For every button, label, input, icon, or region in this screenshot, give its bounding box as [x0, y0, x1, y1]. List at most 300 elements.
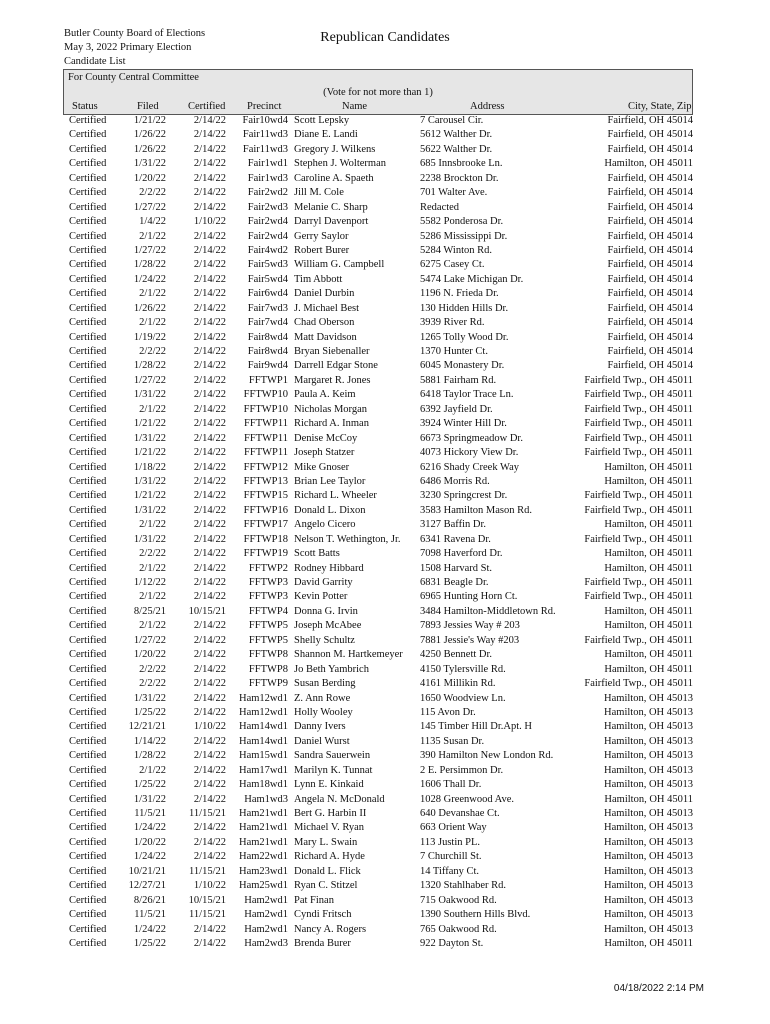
certified-date-cell: 11/15/21 [189, 808, 226, 819]
certified-date-cell: 2/14/22 [193, 331, 226, 343]
address-cell: 5582 Ponderosa Dr. [420, 216, 504, 228]
address-cell: 3583 Hamilton Mason Rd. [420, 504, 532, 516]
candidate-name-cell: Danny Ivers [294, 721, 346, 733]
status-cell: Certified [69, 259, 107, 271]
city-state-zip-cell: Fairfield, OH 45014 [607, 317, 693, 329]
filed-date-cell: 1/20/22 [133, 172, 166, 184]
candidate-name-cell: Gregory J. Wilkens [294, 143, 376, 155]
table-row [64, 273, 694, 287]
candidate-name-cell: Angelo Cicero [294, 519, 356, 531]
candidate-name-cell: Scott Batts [294, 548, 340, 560]
candidate-name-cell: Caroline A. Spaeth [294, 172, 374, 184]
status-cell: Certified [69, 577, 107, 588]
status-cell: Certified [69, 230, 107, 242]
address-cell: 4150 Tylersville Rd. [420, 663, 506, 675]
status-cell: Certified [69, 447, 107, 459]
filed-date-cell: 1/28/22 [133, 750, 166, 762]
filed-date-cell: 1/31/22 [133, 504, 166, 516]
precinct-cell: Ham15wd1 [239, 750, 288, 762]
precinct-cell: FFTWP4 [248, 605, 288, 617]
status-cell: Certified [69, 158, 107, 170]
table-row [64, 547, 694, 561]
address-cell: 3127 Baffin Dr. [420, 519, 487, 531]
city-state-zip-cell: Hamilton, OH 45013 [604, 894, 693, 906]
filed-date-cell: 2/1/22 [139, 562, 166, 574]
status-cell: Certified [69, 836, 107, 848]
certified-date-cell: 2/14/22 [193, 504, 226, 516]
candidate-name-cell: Richard A. Hyde [294, 851, 365, 863]
filed-date-cell: 1/14/22 [133, 735, 166, 747]
status-cell: Certified [69, 822, 107, 834]
address-cell: 1135 Susan Dr. [420, 735, 485, 747]
address-cell: 5286 Mississippi Dr. [420, 230, 508, 242]
precinct-cell: FFTWP9 [248, 678, 288, 690]
city-state-zip-cell: Hamilton, OH 45011 [604, 475, 693, 487]
address-cell: 7 Churchill St. [420, 851, 482, 863]
certified-date-cell: 2/14/22 [193, 562, 226, 574]
candidate-name-cell: Denise McCoy [294, 432, 358, 444]
precinct-cell: Fair10wd4 [242, 115, 288, 126]
city-state-zip-cell: Hamilton, OH 45013 [604, 865, 693, 877]
table-row [64, 677, 694, 691]
status-cell: Certified [69, 403, 107, 415]
precinct-cell: Ham2wd1 [244, 909, 288, 921]
candidate-name-cell: Richard A. Inman [294, 418, 369, 430]
candidate-name-cell: Angela N. McDonald [294, 793, 385, 805]
table-row [64, 533, 694, 547]
filed-date-cell: 1/31/22 [133, 158, 166, 170]
status-cell: Certified [69, 432, 107, 444]
address-cell: 5284 Winton Rd. [420, 244, 493, 256]
status-cell: Certified [69, 273, 107, 285]
filed-date-cell: 1/28/22 [133, 360, 166, 372]
candidate-name-cell: Joseph McAbee [294, 620, 362, 632]
certified-date-cell: 2/14/22 [193, 937, 226, 949]
table-row [64, 706, 694, 720]
table-row [64, 764, 694, 778]
address-cell: 5881 Fairham Rd. [420, 374, 497, 386]
precinct-cell: Fair7wd4 [247, 317, 288, 329]
city-state-zip-cell: Fairfield, OH 45014 [607, 273, 693, 285]
candidate-name-cell: Margaret R. Jones [294, 374, 371, 386]
candidate-name-cell: Lynn E. Kinkaid [294, 779, 364, 791]
address-cell: 7881 Jessie's Way #203 [420, 634, 520, 646]
filed-date-cell: 11/5/21 [134, 808, 166, 819]
city-state-zip-cell: Hamilton, OH 45013 [604, 880, 693, 892]
certified-date-cell: 2/14/22 [193, 836, 226, 848]
precinct-cell: Ham21wd1 [239, 808, 288, 819]
filed-date-cell: 1/26/22 [133, 302, 166, 314]
status-cell: Certified [69, 706, 107, 718]
precinct-cell: FFTWP10 [243, 389, 288, 401]
precinct-cell: FFTWP11 [244, 418, 288, 430]
address-cell: 130 Hidden Hills Dr. [420, 302, 509, 314]
city-state-zip-cell: Hamilton, OH 45013 [604, 750, 693, 762]
candidate-name-cell: Bryan Siebenaller [294, 346, 370, 357]
election-name: May 3, 2022 Primary Election [64, 42, 192, 53]
certified-date-cell: 1/10/22 [193, 880, 226, 892]
table-row [64, 692, 694, 706]
table-row [64, 186, 694, 200]
table-row [64, 821, 694, 835]
precinct-cell: Fair2wd2 [247, 187, 288, 199]
candidate-name-cell: Rodney Hibbard [294, 562, 364, 574]
table-row [64, 446, 694, 460]
address-cell: 6275 Casey Ct. [420, 259, 485, 271]
table-row [64, 605, 694, 619]
candidate-name-cell: Melanie C. Sharp [294, 201, 368, 213]
filed-date-cell: 2/1/22 [139, 288, 166, 300]
status-cell: Certified [69, 302, 107, 314]
city-state-zip-cell: Fairfield, OH 45014 [607, 331, 693, 343]
city-state-zip-cell: Fairfield Twp., OH 45011 [584, 389, 693, 401]
certified-date-cell: 2/14/22 [193, 678, 226, 690]
certified-date-cell: 10/15/21 [188, 894, 226, 906]
precinct-cell: Ham14wd1 [239, 721, 288, 733]
precinct-cell: Fair8wd4 [247, 346, 288, 357]
table-row [64, 432, 694, 446]
filed-date-cell: 8/26/21 [133, 894, 166, 906]
address-cell: 3230 Springcrest Dr. [420, 490, 508, 502]
filed-date-cell: 1/31/22 [133, 475, 166, 487]
precinct-cell: Fair5wd4 [247, 273, 288, 285]
address-cell: 6045 Monastery Dr. [420, 360, 505, 372]
column-header-filed: Filed [137, 101, 159, 112]
table-row [64, 865, 694, 879]
table-row [64, 258, 694, 272]
filed-date-cell: 1/12/22 [133, 577, 166, 588]
candidate-name-cell: Susan Berding [294, 678, 356, 690]
candidate-name-cell: Donald L. Flick [294, 865, 361, 877]
certified-date-cell: 2/14/22 [193, 374, 226, 386]
city-state-zip-cell: Fairfield, OH 45014 [607, 201, 693, 213]
column-header-name: Name [342, 101, 368, 112]
certified-date-cell: 2/14/22 [193, 432, 226, 444]
status-cell: Certified [69, 115, 107, 126]
filed-date-cell: 2/1/22 [139, 591, 166, 603]
address-cell: 4073 Hickory View Dr. [420, 447, 519, 459]
table-row [64, 215, 694, 229]
candidate-name-cell: Nelson T. Wethington, Jr. [294, 533, 401, 545]
address-cell: 1390 Southern Hills Blvd. [420, 909, 531, 921]
candidate-table [64, 114, 694, 951]
status-cell: Certified [69, 317, 107, 329]
certified-date-cell: 11/15/21 [189, 909, 226, 921]
city-state-zip-cell: Fairfield Twp., OH 45011 [584, 577, 693, 588]
candidate-name-cell: Diane E. Landi [294, 129, 358, 141]
table-row [64, 388, 694, 402]
filed-date-cell: 2/1/22 [139, 764, 166, 776]
city-state-zip-cell: Hamilton, OH 45013 [604, 909, 693, 921]
candidate-name-cell: Ryan C. Stitzel [294, 880, 358, 892]
filed-date-cell: 1/25/22 [133, 706, 166, 718]
precinct-cell: Ham21wd1 [239, 822, 288, 834]
status-cell: Certified [69, 793, 107, 805]
city-state-zip-cell: Fairfield, OH 45014 [607, 360, 693, 372]
city-state-zip-cell: Hamilton, OH 45011 [604, 937, 693, 949]
status-cell: Certified [69, 490, 107, 502]
status-cell: Certified [69, 360, 107, 372]
certified-date-cell: 2/14/22 [193, 129, 226, 141]
address-cell: 5474 Lake Michigan Dr. [420, 273, 524, 285]
candidate-name-cell: Paula A. Keim [294, 389, 356, 401]
certified-date-cell: 2/14/22 [193, 302, 226, 314]
certified-date-cell: 2/14/22 [193, 706, 226, 718]
filed-date-cell: 2/1/22 [139, 317, 166, 329]
filed-date-cell: 1/26/22 [133, 143, 166, 155]
address-cell: 1650 Woodview Ln. [420, 692, 506, 704]
status-cell: Certified [69, 172, 107, 184]
column-header-precinct: Precinct [247, 101, 282, 112]
precinct-cell: FFTWP17 [243, 519, 288, 531]
precinct-cell: Ham2wd1 [244, 923, 288, 935]
certified-date-cell: 2/14/22 [193, 533, 226, 545]
status-cell: Certified [69, 721, 107, 733]
precinct-cell: Ham18wd1 [239, 779, 288, 791]
city-state-zip-cell: Fairfield, OH 45014 [607, 230, 693, 242]
certified-date-cell: 2/14/22 [193, 634, 226, 646]
candidate-name-cell: Brian Lee Taylor [294, 475, 366, 487]
certified-date-cell: 11/15/21 [189, 865, 226, 877]
status-cell: Certified [69, 605, 107, 617]
city-state-zip-cell: Fairfield, OH 45014 [607, 288, 693, 300]
filed-date-cell: 11/5/21 [134, 909, 166, 921]
table-row [64, 230, 694, 244]
precinct-cell: FFTWP15 [243, 490, 288, 502]
precinct-cell: FFTWP2 [248, 562, 288, 574]
certified-date-cell: 2/14/22 [193, 779, 226, 791]
filed-date-cell: 1/18/22 [133, 461, 166, 473]
table-row [64, 201, 694, 215]
city-state-zip-cell: Fairfield, OH 45014 [607, 346, 693, 357]
certified-date-cell: 2/14/22 [193, 591, 226, 603]
address-cell: 3484 Hamilton-Middletown Rd. [420, 605, 556, 617]
address-cell: 4161 Millikin Rd. [420, 678, 496, 690]
address-cell: 6418 Taylor Trace Ln. [420, 389, 514, 401]
status-cell: Certified [69, 519, 107, 531]
precinct-cell: FFTWP8 [248, 649, 288, 661]
filed-date-cell: 10/21/21 [128, 865, 166, 877]
candidate-name-cell: Jill M. Cole [294, 187, 344, 199]
candidate-name-cell: William G. Campbell [294, 259, 385, 271]
status-cell: Certified [69, 808, 107, 819]
filed-date-cell: 2/2/22 [139, 346, 166, 357]
address-cell: 701 Walter Ave. [420, 187, 488, 199]
address-cell: 715 Oakwood Rd. [420, 894, 497, 906]
status-cell: Certified [69, 201, 107, 213]
candidate-name-cell: Darryl Davenport [294, 216, 369, 228]
table-row [64, 417, 694, 431]
city-state-zip-cell: Hamilton, OH 45011 [604, 793, 693, 805]
address-cell: 4250 Bennett Dr. [420, 649, 493, 661]
city-state-zip-cell: Hamilton, OH 45011 [604, 461, 693, 473]
status-cell: Certified [69, 374, 107, 386]
status-cell: Certified [69, 937, 107, 949]
certified-date-cell: 2/14/22 [193, 519, 226, 531]
status-cell: Certified [69, 418, 107, 430]
status-cell: Certified [69, 880, 107, 892]
filed-date-cell: 2/1/22 [139, 519, 166, 531]
certified-date-cell: 2/14/22 [193, 764, 226, 776]
precinct-cell: Fair6wd4 [247, 288, 288, 300]
filed-date-cell: 1/27/22 [133, 244, 166, 256]
filed-date-cell: 2/2/22 [139, 663, 166, 675]
table-row [64, 114, 694, 128]
city-state-zip-cell: Hamilton, OH 45013 [604, 822, 693, 834]
certified-date-cell: 2/14/22 [193, 317, 226, 329]
city-state-zip-cell: Fairfield, OH 45014 [607, 187, 693, 199]
certified-date-cell: 2/14/22 [193, 851, 226, 863]
column-header-status: Status [72, 101, 98, 112]
precinct-cell: FFTWP19 [243, 548, 288, 560]
city-state-zip-cell: Hamilton, OH 45011 [604, 663, 693, 675]
certified-date-cell: 2/14/22 [193, 172, 226, 184]
address-cell: 5622 Walther Dr. [420, 143, 493, 155]
candidate-name-cell: Darrell Edgar Stone [294, 360, 378, 372]
certified-date-cell: 2/14/22 [193, 475, 226, 487]
table-row [64, 475, 694, 489]
table-row [64, 937, 694, 951]
status-cell: Certified [69, 346, 107, 357]
city-state-zip-cell: Fairfield Twp., OH 45011 [584, 418, 693, 430]
precinct-cell: FFTWP3 [248, 577, 288, 588]
city-state-zip-cell: Fairfield Twp., OH 45011 [584, 447, 693, 459]
certified-date-cell: 2/14/22 [193, 158, 226, 170]
precinct-cell: FFTWP11 [244, 447, 288, 459]
city-state-zip-cell: Hamilton, OH 45011 [604, 620, 693, 632]
precinct-cell: Ham1wd3 [244, 793, 288, 805]
certified-date-cell: 2/14/22 [193, 346, 226, 357]
city-state-zip-cell: Fairfield, OH 45014 [607, 216, 693, 228]
city-state-zip-cell: Hamilton, OH 45013 [604, 692, 693, 704]
city-state-zip-cell: Hamilton, OH 45011 [604, 562, 693, 574]
precinct-cell: FFTWP10 [243, 403, 288, 415]
status-cell: Certified [69, 649, 107, 661]
table-row [64, 157, 694, 171]
city-state-zip-cell: Hamilton, OH 45013 [604, 779, 693, 791]
status-cell: Certified [69, 909, 107, 921]
candidate-name-cell: Donald L. Dixon [294, 504, 366, 516]
certified-date-cell: 2/14/22 [193, 663, 226, 675]
candidate-name-cell: Brenda Burer [294, 937, 351, 949]
status-cell: Certified [69, 244, 107, 256]
precinct-cell: Fair2wd3 [247, 201, 288, 213]
candidate-name-cell: Shelly Schultz [294, 634, 355, 646]
city-state-zip-cell: Fairfield Twp., OH 45011 [584, 374, 693, 386]
certified-date-cell: 2/14/22 [193, 389, 226, 401]
city-state-zip-cell: Fairfield Twp., OH 45011 [584, 634, 693, 646]
filed-date-cell: 8/25/21 [133, 605, 166, 617]
candidate-name-cell: David Garrity [294, 577, 353, 588]
candidate-name-cell: Richard L. Wheeler [294, 490, 377, 502]
table-row [64, 807, 694, 821]
status-cell: Certified [69, 389, 107, 401]
precinct-cell: FFTWP16 [243, 504, 288, 516]
certified-date-cell: 2/14/22 [193, 244, 226, 256]
certified-date-cell: 2/14/22 [193, 143, 226, 155]
city-state-zip-cell: Hamilton, OH 45013 [604, 923, 693, 935]
certified-date-cell: 2/14/22 [193, 649, 226, 661]
address-cell: 1606 Thall Dr. [420, 779, 482, 791]
table-row [64, 634, 694, 648]
certified-date-cell: 2/14/22 [193, 187, 226, 199]
city-state-zip-cell: Fairfield Twp., OH 45011 [584, 533, 693, 545]
filed-date-cell: 1/25/22 [133, 779, 166, 791]
status-cell: Certified [69, 548, 107, 560]
city-state-zip-cell: Fairfield Twp., OH 45011 [584, 432, 693, 444]
city-state-zip-cell: Fairfield, OH 45014 [607, 302, 693, 314]
city-state-zip-cell: Hamilton, OH 45013 [604, 721, 693, 733]
candidate-name-cell: Daniel Wurst [294, 735, 350, 747]
status-cell: Certified [69, 750, 107, 762]
address-cell: 3939 River Rd. [420, 317, 485, 329]
city-state-zip-cell: Hamilton, OH 45013 [604, 706, 693, 718]
status-cell: Certified [69, 894, 107, 906]
table-row [64, 778, 694, 792]
column-header-address: Address [470, 101, 505, 112]
address-cell: 1320 Stahlhaber Rd. [420, 880, 507, 892]
precinct-cell: Ham22wd1 [239, 851, 288, 863]
address-cell: 2238 Brockton Dr. [420, 172, 499, 184]
filed-date-cell: 2/2/22 [139, 187, 166, 199]
status-cell: Certified [69, 678, 107, 690]
table-row [64, 619, 694, 633]
status-cell: Certified [69, 562, 107, 574]
address-cell: Redacted [420, 201, 460, 213]
candidate-name-cell: Tim Abbott [294, 273, 343, 285]
table-row [64, 518, 694, 532]
table-row [64, 143, 694, 157]
table-row [64, 850, 694, 864]
status-cell: Certified [69, 634, 107, 646]
filed-date-cell: 1/19/22 [133, 331, 166, 343]
print-timestamp: 04/18/2022 2:14 PM [613, 983, 704, 994]
city-state-zip-cell: Fairfield Twp., OH 45011 [584, 678, 693, 690]
candidate-name-cell: Scott Lepsky [294, 115, 350, 126]
candidate-name-cell: Mike Gnoser [294, 461, 350, 473]
address-cell: 1370 Hunter Ct. [420, 346, 488, 357]
city-state-zip-cell: Fairfield, OH 45014 [607, 244, 693, 256]
city-state-zip-cell: Fairfield Twp., OH 45011 [584, 490, 693, 502]
certified-date-cell: 2/14/22 [193, 923, 226, 935]
city-state-zip-cell: Hamilton, OH 45011 [604, 158, 693, 170]
address-cell: 7893 Jessies Way # 203 [420, 620, 520, 632]
status-cell: Certified [69, 331, 107, 343]
candidate-name-cell: Joseph Statzer [294, 447, 355, 459]
address-cell: 922 Dayton St. [420, 937, 484, 949]
certified-date-cell: 2/14/22 [193, 793, 226, 805]
filed-date-cell: 1/24/22 [133, 273, 166, 285]
status-cell: Certified [69, 923, 107, 935]
address-cell: 1028 Greenwood Ave. [420, 793, 514, 805]
filed-date-cell: 1/27/22 [133, 374, 166, 386]
certified-date-cell: 2/14/22 [193, 115, 226, 126]
precinct-cell: FFTWP13 [243, 475, 288, 487]
status-cell: Certified [69, 620, 107, 632]
candidate-name-cell: Marilyn K. Tunnat [294, 764, 373, 776]
precinct-cell: Ham17wd1 [239, 764, 288, 776]
address-cell: 2 E. Persimmon Dr. [420, 764, 504, 776]
address-cell: 1196 N. Frieda Dr. [420, 288, 499, 300]
certified-date-cell: 2/14/22 [193, 230, 226, 242]
precinct-cell: FFTWP11 [244, 432, 288, 444]
precinct-cell: Fair5wd3 [247, 259, 288, 271]
precinct-cell: Fair1wd1 [247, 158, 288, 170]
city-state-zip-cell: Fairfield Twp., OH 45011 [584, 403, 693, 415]
certified-date-cell: 2/14/22 [193, 288, 226, 300]
precinct-cell: FFTWP18 [243, 533, 288, 545]
city-state-zip-cell: Fairfield, OH 45014 [607, 143, 693, 155]
